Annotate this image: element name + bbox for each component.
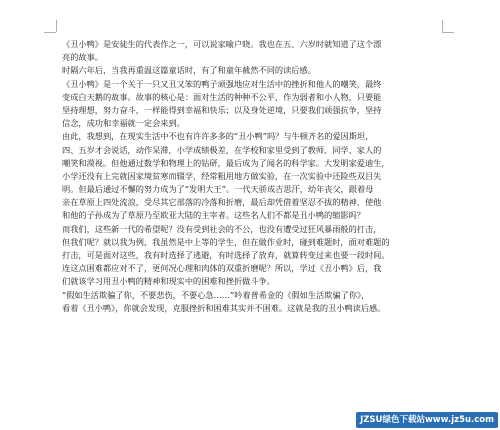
document-line: 坚持理想，努力奋斗，一样能得到幸福和快乐；以及身处逆境，只要我们顽强抗争，坚持 [62, 104, 382, 115]
document-line: 但我们呢？就以我为例，我虽然是中上等的学生，但在做作业时，碰到难题时，面对难题的 [62, 236, 390, 247]
document-line: 由此，我想到，在现实生活中不也有许许多多的“丑小鸭”吗？与牛顿齐名的爱因斯坦， [62, 131, 374, 142]
document-line: 们就该学习用丑小鸭的精神和现实中的困难和挫折做斗争。 [62, 276, 275, 287]
document-line: 打击，可是面对这些，我有时选择了逃避，有时选择了放弃，就算转变过来也要一段时间。 [62, 250, 390, 260]
document-line: 亲在草原上四处流浪，受尽其它部落的冷落和折磨，最后却凭借着坚忍不拔的精神，使他 [62, 197, 382, 208]
document-body [62, 38, 434, 315]
crop-mark-top-right-h [442, 32, 454, 33]
site-watermark: JZSU绿色下载站www.jz5u.com [356, 412, 498, 428]
document-line: 《丑小鸭》是安徒生的代表作之一，可以说家喻户晓。我也在五、六岁时就知道了这个漂 [62, 39, 382, 49]
document-line: 和他的子孙成为了草原乃至欧亚大陆的主宰者。这些名人们不都是丑小鸭的缩影吗？ [62, 210, 365, 221]
document-line: 时隔六年后，当我再重温这篇童话时，有了和童年截然不同的读后感。 [62, 65, 316, 76]
document-line: 变成白天鹅的故事。故事的核心是：面对生活的种种不公平，作为弱者和小人物，只要能 [62, 91, 382, 102]
crop-mark-top-right-v [442, 20, 443, 32]
document-line: 明。但最后通过不懈的努力成为了“发明大王”。一代天骄成吉思汗，幼年丧父，跟着母 [62, 184, 374, 195]
document-line: 而我们，这些新一代的希望呢？没有受到社会的不公，也没有遭受过狂风暴雨般的打击， [62, 223, 382, 234]
document-line: 连这点困难都应对不了，更何况心理和肉体的双重折磨呢？所以，学过《丑小鸭》后，我 [62, 263, 382, 274]
document-line: 四、五岁才会说话，动作呆滞，小学成绩极差，在学校和家里受到了教师、同学、家人的 [62, 144, 382, 155]
document-line: 亮的故事。 [62, 52, 103, 63]
document-line: “假如生活欺骗了你，不要悲伤，不要心急……”吟着普希金的《假如生活欺骗了你》， [62, 289, 370, 300]
document-line: 小学还没有上完就因家境贫寒而辍学，经常粗用地方做实验，在一次实验中还险些双目失 [62, 170, 382, 181]
document-line: 《丑小鸭》是一个关于一只又丑又笨的鸭子顽强地应对生活中的挫折和他人的嘲笑，最终 [62, 78, 382, 89]
document-line: 看着《丑小鸭》，你就会发现，克服挫折和困难其实并不困难。这就是我的丑小鸭读后感。 [62, 302, 386, 313]
crop-mark-top-left-v [56, 20, 57, 32]
document-line: 信念，成功和幸福就一定会来到。 [62, 118, 185, 129]
crop-mark-top-left-h [44, 32, 56, 33]
document-line: 嘲笑和漠视。但他通过数学和物理上的钻研，最后成为了闻名的科学家。大发明家爱迪生， [62, 157, 390, 168]
